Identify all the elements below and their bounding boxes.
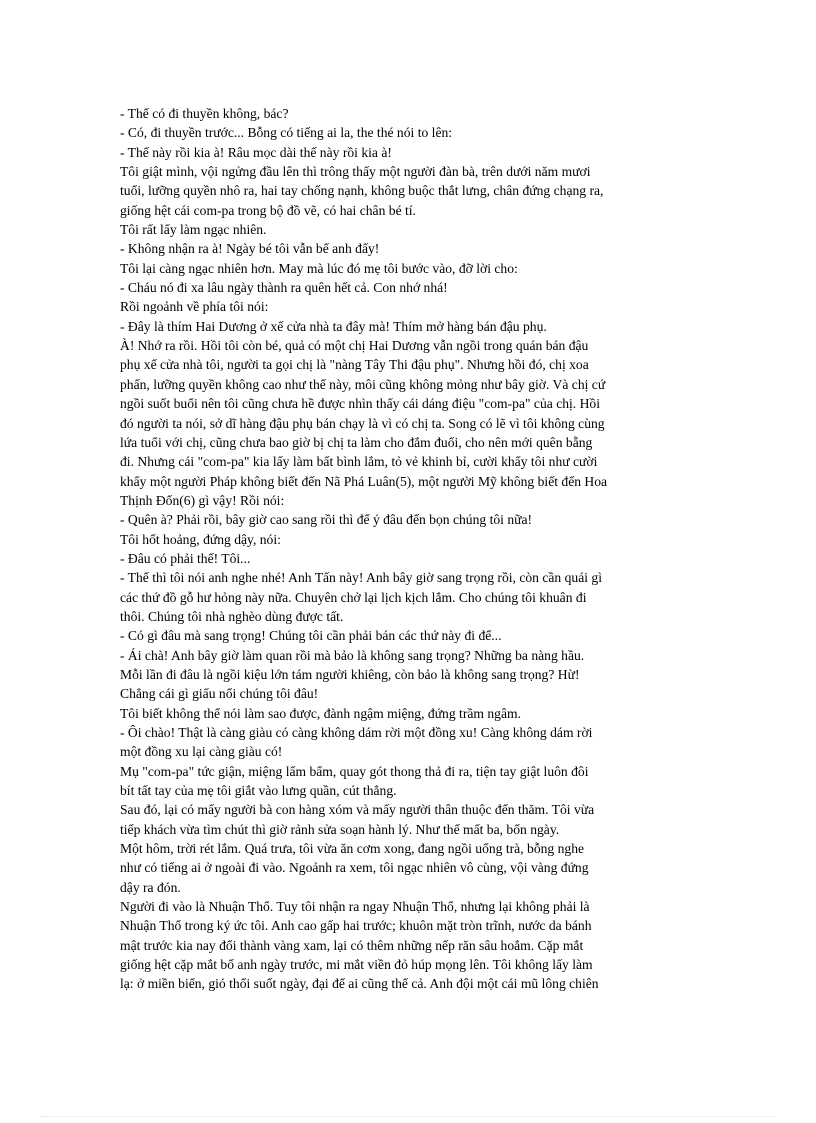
text-line: Một hôm, trời rét lắm. Quá trưa, tôi vừa ăn cơm xong, đang ngồi uống trà, bỗng nghe [120, 841, 585, 857]
text-line: đi. Nhưng cái "com-pa" kia lấy làm bất bình lắm, tỏ vẻ khinh bỉ, cười khẩy tôi như cười [120, 454, 598, 470]
text-line: dậy ra đón. [120, 879, 181, 895]
text-line: Tôi biết không thể nói làm sao được, đành ngậm miệng, đứng trầm ngâm. [120, 705, 521, 721]
text-line: - Cháu nó đi xa lâu ngày thành ra quên hết cả. Con nhớ nhá! [120, 280, 448, 296]
text-line: phụ xế cửa nhà tôi, người ta gọi chị là "nàng Tây Thi đậu phụ". Nhưng hồi đó, chị xoa [120, 357, 589, 373]
text-line: tuổi, lưỡng quyền nhô ra, hai tay chống nạnh, không buộc thắt lưng, chân đứng chạng ra, [120, 183, 604, 199]
text-line: Người đi vào là Nhuận Thổ. Tuy tôi nhận ra ngay Nhuận Thổ, nhưng lại không phải là [120, 899, 590, 915]
text-line: Tôi rất lấy làm ngạc nhiên. [120, 222, 267, 238]
text-line: - Không nhận ra à! Ngày bé tôi vẫn bế anh đấy! [120, 241, 380, 257]
text-line: - Quên à? Phải rồi, bây giờ cao sang rồi thì để ý đâu đến bọn chúng tôi nữa! [120, 512, 533, 528]
text-line: Nhuận Thổ trong ký ức tôi. Anh cao gấp hai trước; khuôn mặt tròn trĩnh, nước da bánh [120, 918, 592, 934]
text-line: - Có, đi thuyền trước... Bỗng có tiếng ai la, the thé nói to lên: [120, 125, 453, 141]
text-line: - Đây là thím Hai Dương ở xế cửa nhà ta đây mà! Thím mở hàng bán đậu phụ. [120, 318, 547, 334]
text-line: Rồi ngoảnh về phía tôi nói: [120, 299, 269, 315]
text-line: À! Nhớ ra rồi. Hồi tôi còn bé, quả có một chị Hai Dương vẫn ngồi trong quán bán đậu [120, 338, 589, 354]
text-line: Tôi giật mình, vội ngửng đầu lên thì trông thấy một người đàn bà, trên dưới năm mươi [120, 164, 591, 180]
text-line: Thịnh Đốn(6) gì vậy! Rồi nói: [120, 492, 285, 508]
text-line: đó người ta nói, sở dĩ hàng đậu phụ bán chạy là vì có chị ta. Song có lẽ vì tôi không cùng [120, 415, 605, 431]
text-line: lứa tuổi với chị, cũng chưa bao giờ bị chị ta làm cho đắm đuối, cho nên mới quên bẵng [120, 434, 593, 450]
text-line: - Có gì đâu mà sang trọng! Chúng tôi cần phải bán các thứ này đi để... [120, 628, 502, 644]
text-line: Mỗi lần đi đâu là ngồi kiệu lớn tám người khiêng, còn bảo là không sang trọng? Hừ! [120, 666, 580, 682]
story-text [120, 104, 692, 994]
text-line: lạ: ở miền biển, gió thổi suốt ngày, đại để ai cũng thế cả. Anh đội một cái mũ lông chiên [120, 976, 599, 992]
text-line: - Ái chà! Anh bây giờ làm quan rồi mà bảo là không sang trọng? Những ba nàng hầu. [120, 647, 585, 663]
text-line: - Thế thì tôi nói anh nghe nhé! Anh Tấn này! Anh bây giờ sang trọng rồi, còn cần quái gì [120, 570, 602, 586]
text-line: Sau đó, lại có mấy người bà con hàng xóm và mấy người thân thuộc đến thăm. Tôi vừa [120, 802, 595, 818]
text-line: Mụ "com-pa" tức giận, miệng lẩm bẩm, quay gót thong thả đi ra, tiện tay giật luôn đôi [120, 763, 589, 779]
text-line: phấn, lưỡng quyền không cao như thế này, môi cũng không mỏng như bây giờ. Và chị cứ [120, 376, 606, 392]
text-line: tiếp khách vừa tìm chút thì giờ rảnh sửa soạn hành lý. Như thế mất ba, bốn ngày. [120, 821, 560, 837]
text-line: - Thế có đi thuyền không, bác? [120, 106, 289, 121]
page-bottom-divider [40, 1116, 776, 1117]
text-line: giống hệt cặp mắt bố anh ngày trước, mi mắt viền đỏ húp mọng lên. Tôi không lấy làm [120, 957, 593, 973]
text-line: một đồng xu lại càng giàu có! [120, 744, 283, 760]
text-line: - Thế này rồi kia à! Râu mọc dài thế này rồi kia à! [120, 144, 392, 160]
text-line: giống hệt cái com-pa trong bộ đồ vẽ, có hai chân bé tí. [120, 202, 416, 218]
text-line: Tôi lại càng ngạc nhiên hơn. May mà lúc đó mẹ tôi bước vào, đỡ lời cho: [120, 260, 518, 276]
text-line: như có tiếng ai ở ngoài đi vào. Ngoảnh ra xem, tôi ngạc nhiên vô cùng, vội vàng đứng [120, 860, 589, 876]
text-line: bít tất tay của mẹ tôi giắt vào lưng quần, cút thẳng. [120, 783, 397, 799]
text-line: - Ôi chào! Thật là càng giàu có càng không dám rời một đồng xu! Càng không dám rời [120, 725, 593, 740]
text-line: Chẳng cái gì giấu nổi chúng tôi đâu! [120, 686, 319, 702]
text-line: các thứ đồ gỗ hư hỏng này nữa. Chuyên chở lại lịch kịch lắm. Cho chúng tôi khuân đi [120, 589, 587, 605]
text-line: thôi. Chúng tôi nhà nghèo dùng được tất. [120, 608, 344, 624]
text-line: mật trước kia nay đổi thành vàng xam, lại có thêm những nếp răn sâu hoắm. Cặp mắt [120, 937, 584, 953]
text-line: Tôi hốt hoảng, đứng dậy, nói: [120, 531, 281, 547]
text-line: khẩy một người Pháp không biết đến Nã Phá Luân(5), một người Mỹ không biết đến Hoa [120, 473, 608, 489]
text-line: ngồi suốt buổi nên tôi cũng chưa hề được nhìn thấy cái dáng điệu "com-pa" của chị. Hồi [120, 396, 600, 412]
text-line: - Đâu có phải thế! Tôi... [120, 550, 251, 566]
